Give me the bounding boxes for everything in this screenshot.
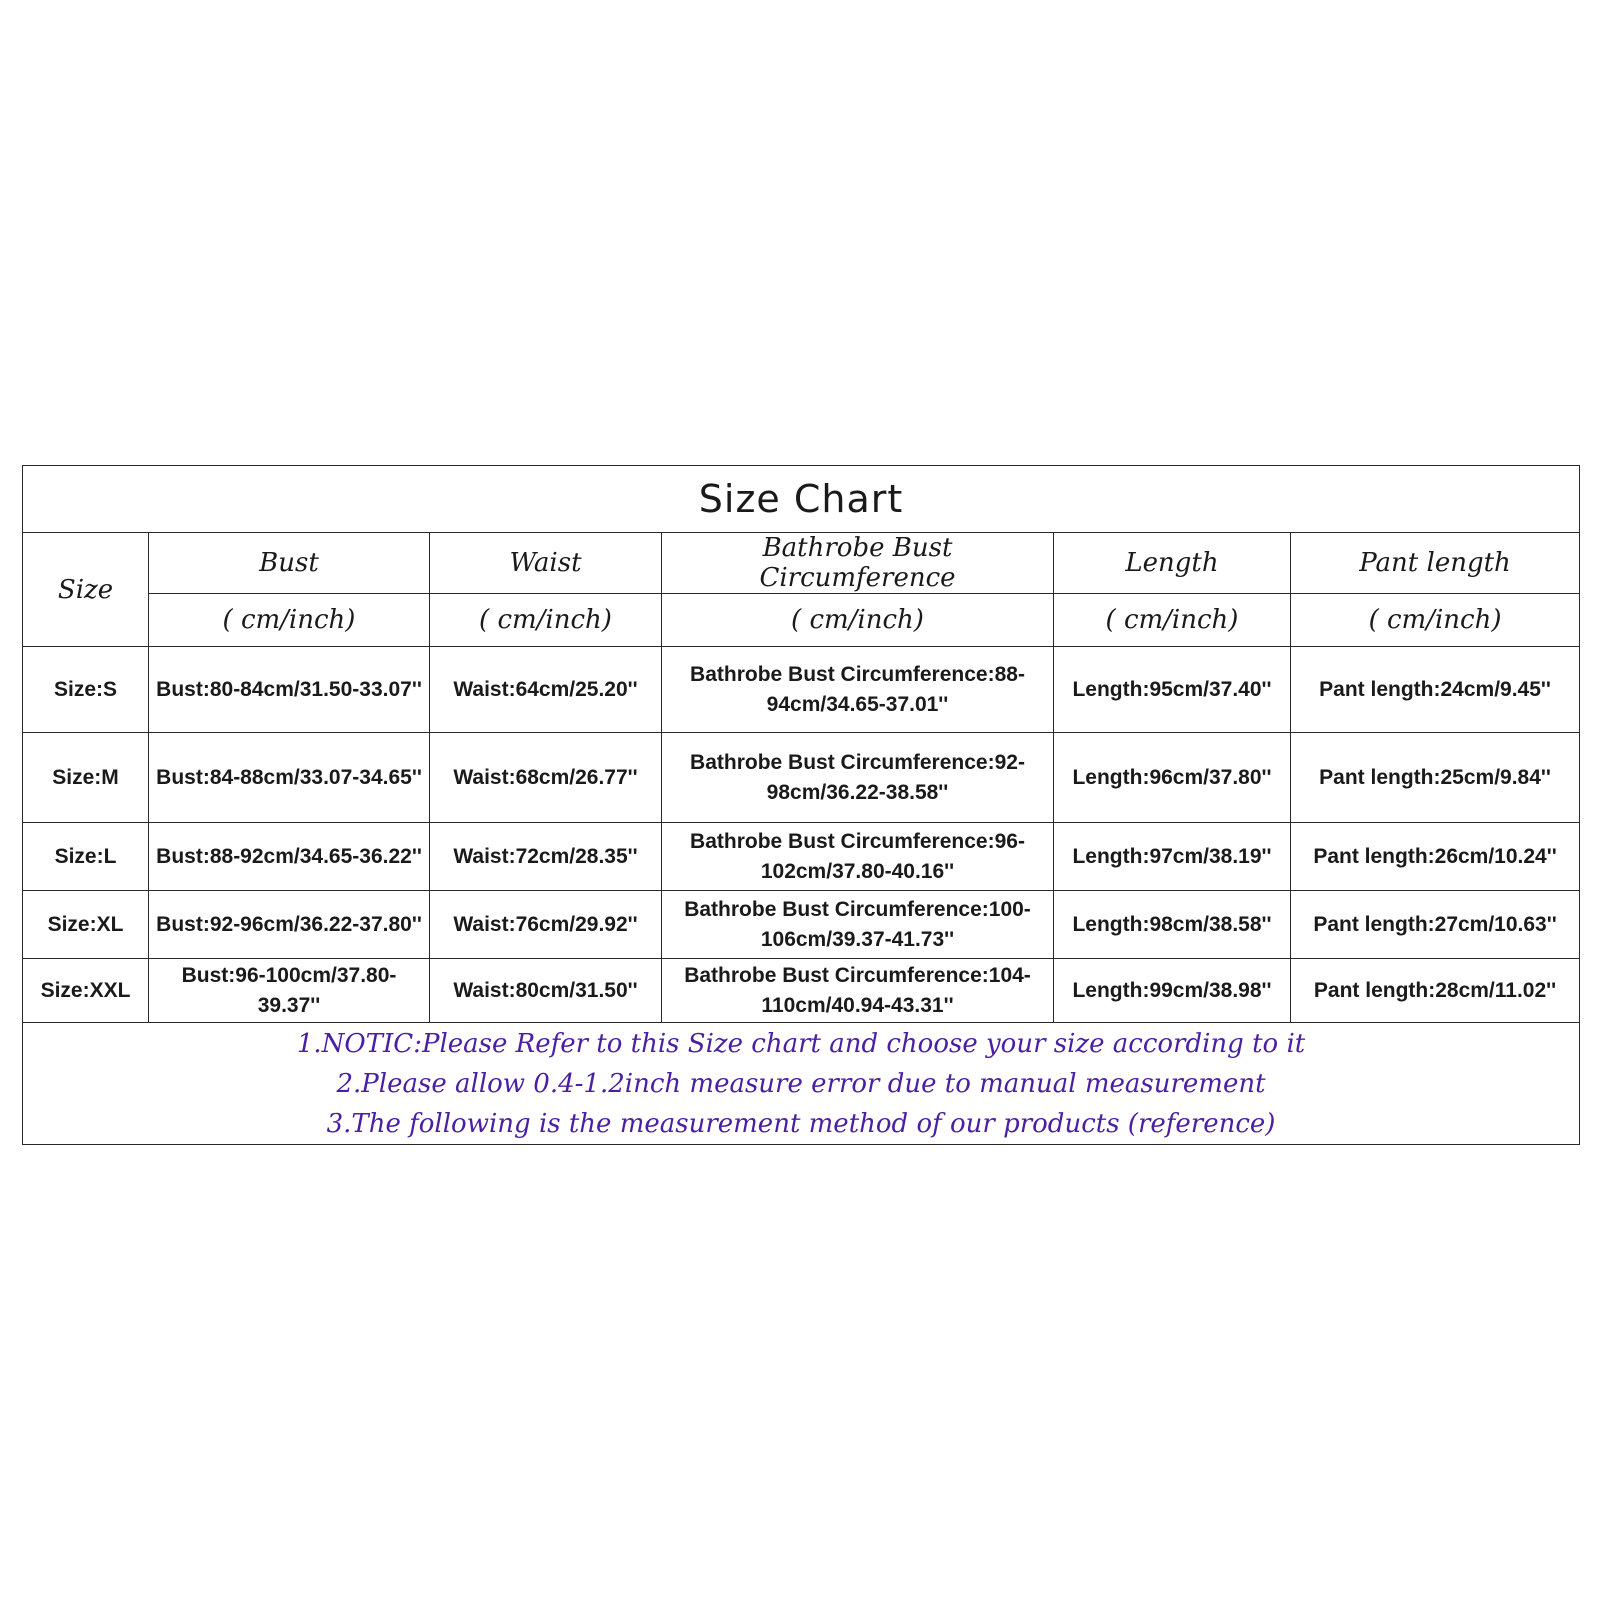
- note-line: 3.The following is the measurement method of our products (reference): [326, 1108, 1276, 1139]
- table-row: [23, 959, 1580, 1023]
- bust-cell: Bust:88-92cm/34.65-36.22'': [149, 823, 430, 891]
- length-header: Length: [1054, 533, 1291, 594]
- bathrobe-bust-cell: Bathrobe Bust Circumference:104-110cm/40.94-43.31'': [662, 959, 1054, 1023]
- bathrobe-bust-cell: Bathrobe Bust Circumference:100-106cm/39.37-41.73'': [662, 891, 1054, 959]
- bust-cell: Bust:80-84cm/31.50-33.07'': [149, 647, 430, 733]
- notes-block: [23, 1023, 1580, 1145]
- pant-length-cell: Pant length:25cm/9.84'': [1291, 733, 1580, 823]
- chart-title: Size Chart: [23, 466, 1580, 533]
- size-header: Size: [23, 533, 149, 647]
- bust-header: Bust: [149, 533, 430, 594]
- bathrobe-bust-cell: Bathrobe Bust Circumference:96-102cm/37.80-40.16'': [662, 823, 1054, 891]
- pant-length-cell: Pant length:27cm/10.63'': [1291, 891, 1580, 959]
- waist-cell: Waist:72cm/28.35'': [430, 823, 662, 891]
- pant-length-unit: ( cm/inch): [1291, 594, 1580, 647]
- bust-cell: Bust:96-100cm/37.80-39.37'': [149, 959, 430, 1023]
- size-cell: Size:L: [23, 823, 149, 891]
- table-row: [23, 647, 1580, 733]
- length-cell: Length:97cm/38.19'': [1054, 823, 1291, 891]
- bust-unit: ( cm/inch): [149, 594, 430, 647]
- size-cell: Size:S: [23, 647, 149, 733]
- length-unit: ( cm/inch): [1054, 594, 1291, 647]
- pant-length-cell: Pant length:26cm/10.24'': [1291, 823, 1580, 891]
- length-cell: Length:95cm/37.40'': [1054, 647, 1291, 733]
- waist-header: Waist: [430, 533, 662, 594]
- length-cell: Length:98cm/38.58'': [1054, 891, 1291, 959]
- waist-cell: Waist:76cm/29.92'': [430, 891, 662, 959]
- pant-length-cell: Pant length:24cm/9.45'': [1291, 647, 1580, 733]
- size-chart-table: [22, 465, 1580, 1145]
- length-cell: Length:96cm/37.80'': [1054, 733, 1291, 823]
- table-row: [23, 823, 1580, 891]
- waist-unit: ( cm/inch): [430, 594, 662, 647]
- pant-length-header: Pant length: [1291, 533, 1580, 594]
- table-row: [23, 891, 1580, 959]
- pant-length-cell: Pant length:28cm/11.02'': [1291, 959, 1580, 1023]
- bathrobe-bust-cell: Bathrobe Bust Circumference:88-94cm/34.65-37.01'': [662, 647, 1054, 733]
- note-line: 1.NOTIC:Please Refer to this Size chart and choose your size according to it: [296, 1028, 1306, 1059]
- size-cell: Size:M: [23, 733, 149, 823]
- bust-cell: Bust:92-96cm/36.22-37.80'': [149, 891, 430, 959]
- size-cell: Size:XL: [23, 891, 149, 959]
- note-line: 2.Please allow 0.4-1.2inch measure error due to manual measurement: [336, 1068, 1266, 1099]
- waist-cell: Waist:68cm/26.77'': [430, 733, 662, 823]
- waist-cell: Waist:80cm/31.50'': [430, 959, 662, 1023]
- table-row: [23, 733, 1580, 823]
- waist-cell: Waist:64cm/25.20'': [430, 647, 662, 733]
- length-cell: Length:99cm/38.98'': [1054, 959, 1291, 1023]
- bathrobe-bust-header: Bathrobe Bust Circumference: [662, 533, 1054, 594]
- size-cell: Size:XXL: [23, 959, 149, 1023]
- bathrobe-bust-cell: Bathrobe Bust Circumference:92-98cm/36.22-38.58'': [662, 733, 1054, 823]
- bathrobe-bust-unit: ( cm/inch): [662, 594, 1054, 647]
- bust-cell: Bust:84-88cm/33.07-34.65'': [149, 733, 430, 823]
